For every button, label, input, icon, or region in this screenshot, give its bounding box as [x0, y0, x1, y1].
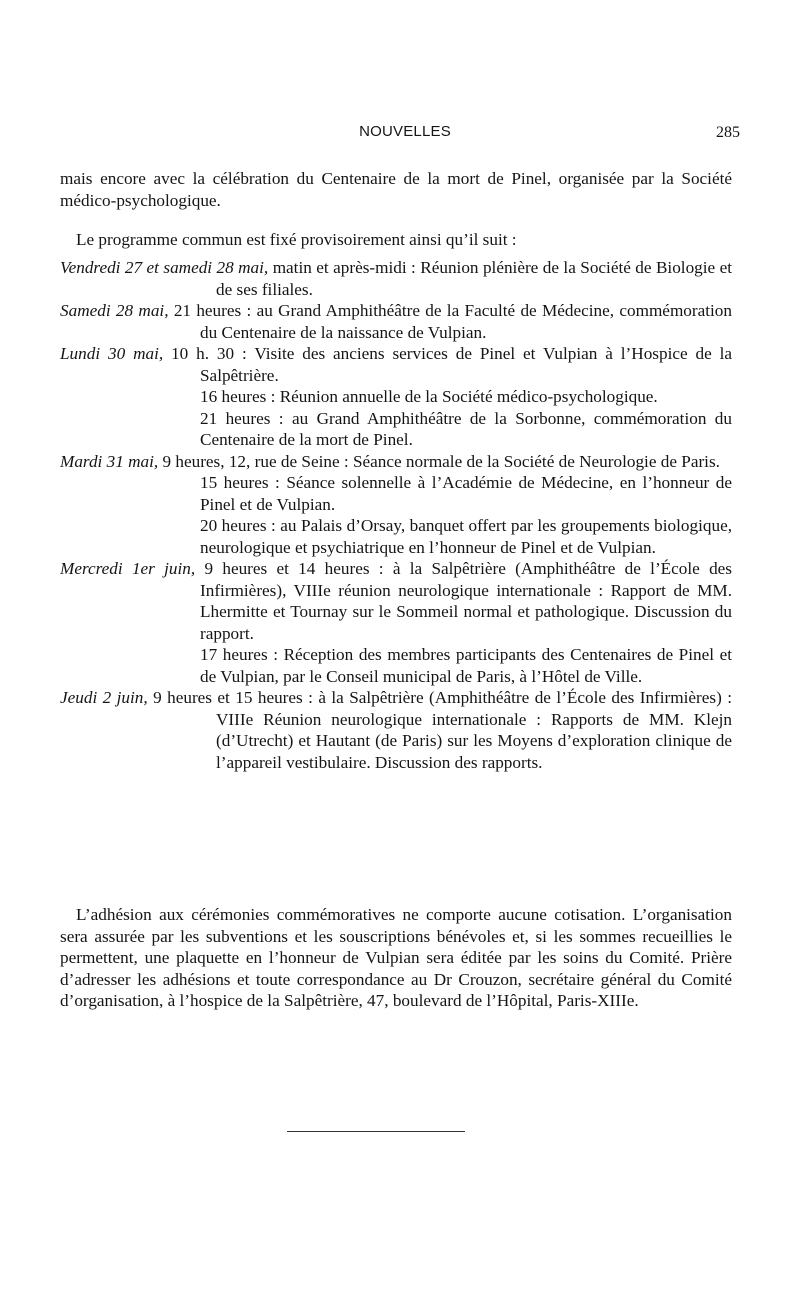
schedule-day	[60, 687, 732, 773]
schedule-day	[60, 343, 732, 451]
intro-paragraph: mais encore avec la célébration du Centenaire de la mort de Pinel, organisée par la Société médico-psychologique.	[60, 169, 732, 210]
running-header	[60, 121, 750, 143]
schedule-day	[60, 300, 732, 343]
day-label: Mardi 31 mai,	[60, 451, 159, 471]
schedule-entry: 16 heures : Réunion annuelle de la Société médico-psychologique.	[200, 387, 658, 406]
event-text: 9 heures, 12, rue de Seine : Séance normale de la Société de Neurologie de Paris.	[162, 451, 720, 471]
event-text: 21 heures : au Grand Amphithéâtre de la Faculté de Médecine, commémoration du Centenaire de la naissance de Vulpian.	[173, 301, 732, 342]
schedule-entry	[60, 687, 732, 773]
schedule-entry: 15 heures : Séance solennelle à l’Académie de Médecine, en l’honneur de Pinel et de Vulpian.	[200, 473, 732, 514]
programme-intro: Le programme commun est fixé provisoirement ainsi qu’il suit :	[76, 230, 517, 249]
closing-paragraph: L’adhésion aux cérémonies commémoratives ne comporte aucune cotisation. L’organisation sera assurée par les subventions et les souscriptions bénévoles et, si les sommes recueillies le permettent, une plaquette en l’honneur de Vulpian sera éditée par les soins du Comité. Prière d’adresser les adhésions et toute correspondance au Dr Crouzon, secrétaire général du Comité d’organisation, à l’hospice de la Salpêtrière, 47, boulevard de l’Hôpital, Paris-XIIIe.	[60, 905, 732, 1010]
event-text: 9 heures et 15 heures : à la Salpêtrière (Amphithéâtre de l’École des Infirmières) : VIIIe Réunion neurologique internationale : Rapports de MM. Klejn (d’Utrecht) et Hautant (de Paris) sur les Moyens d’exploration clinique de l’appareil vestibulaire. Discussion des rapports.	[153, 688, 732, 772]
section-end-rule	[287, 1131, 465, 1132]
schedule-entry: 20 heures : au Palais d’Orsay, banquet offert par les groupements biologique, neurologique et psychiatrique en l’honneur de Pinel et de Vulpian.	[200, 516, 732, 557]
schedule-entry	[60, 300, 732, 343]
schedule-day	[60, 451, 732, 559]
section-title: NOUVELLES	[359, 123, 451, 140]
schedule-entry: 17 heures : Réception des membres participants des Centenaires de Pinel et de Vulpian, par le Conseil municipal de Paris, à l’Hôtel de Ville.	[200, 645, 732, 686]
schedule-entry: 21 heures : au Grand Amphithéâtre de la Sorbonne, commémoration du Centenaire de la mort de Pinel.	[200, 408, 732, 449]
schedule-day	[60, 558, 732, 687]
schedule-entry	[60, 343, 732, 386]
day-label: Vendredi 27 et samedi 28 mai,	[60, 258, 269, 277]
schedule-day	[60, 257, 732, 300]
day-label: Jeudi 2 juin,	[60, 688, 148, 707]
day-label: Mercredi 1er juin,	[60, 559, 196, 578]
schedule-entry	[60, 451, 732, 473]
event-text: 9 heures et 14 heures : à la Salpêtrière (Amphithéâtre de l’École des Infirmières), VIIIe réunion neurologique internationale : Rapport de MM. Lhermitte et Tournay sur le Sommeil normal et pathologique. Discussion du rapport.	[200, 559, 732, 643]
schedule-entry	[60, 558, 732, 644]
day-label: Lundi 30 mai,	[60, 344, 164, 363]
day-label: Samedi 28 mai,	[60, 301, 169, 320]
page-number: 285	[716, 124, 740, 141]
schedule-entry	[60, 257, 732, 300]
event-text: matin et après-midi : Réunion plénière de la Société de Biologie et de ses filiales.	[216, 258, 733, 299]
event-text: 10 h. 30 : Visite des anciens services de Pinel et Vulpian à l’Hospice de la Salpêtrière.	[171, 344, 733, 385]
programme-schedule	[60, 257, 732, 773]
